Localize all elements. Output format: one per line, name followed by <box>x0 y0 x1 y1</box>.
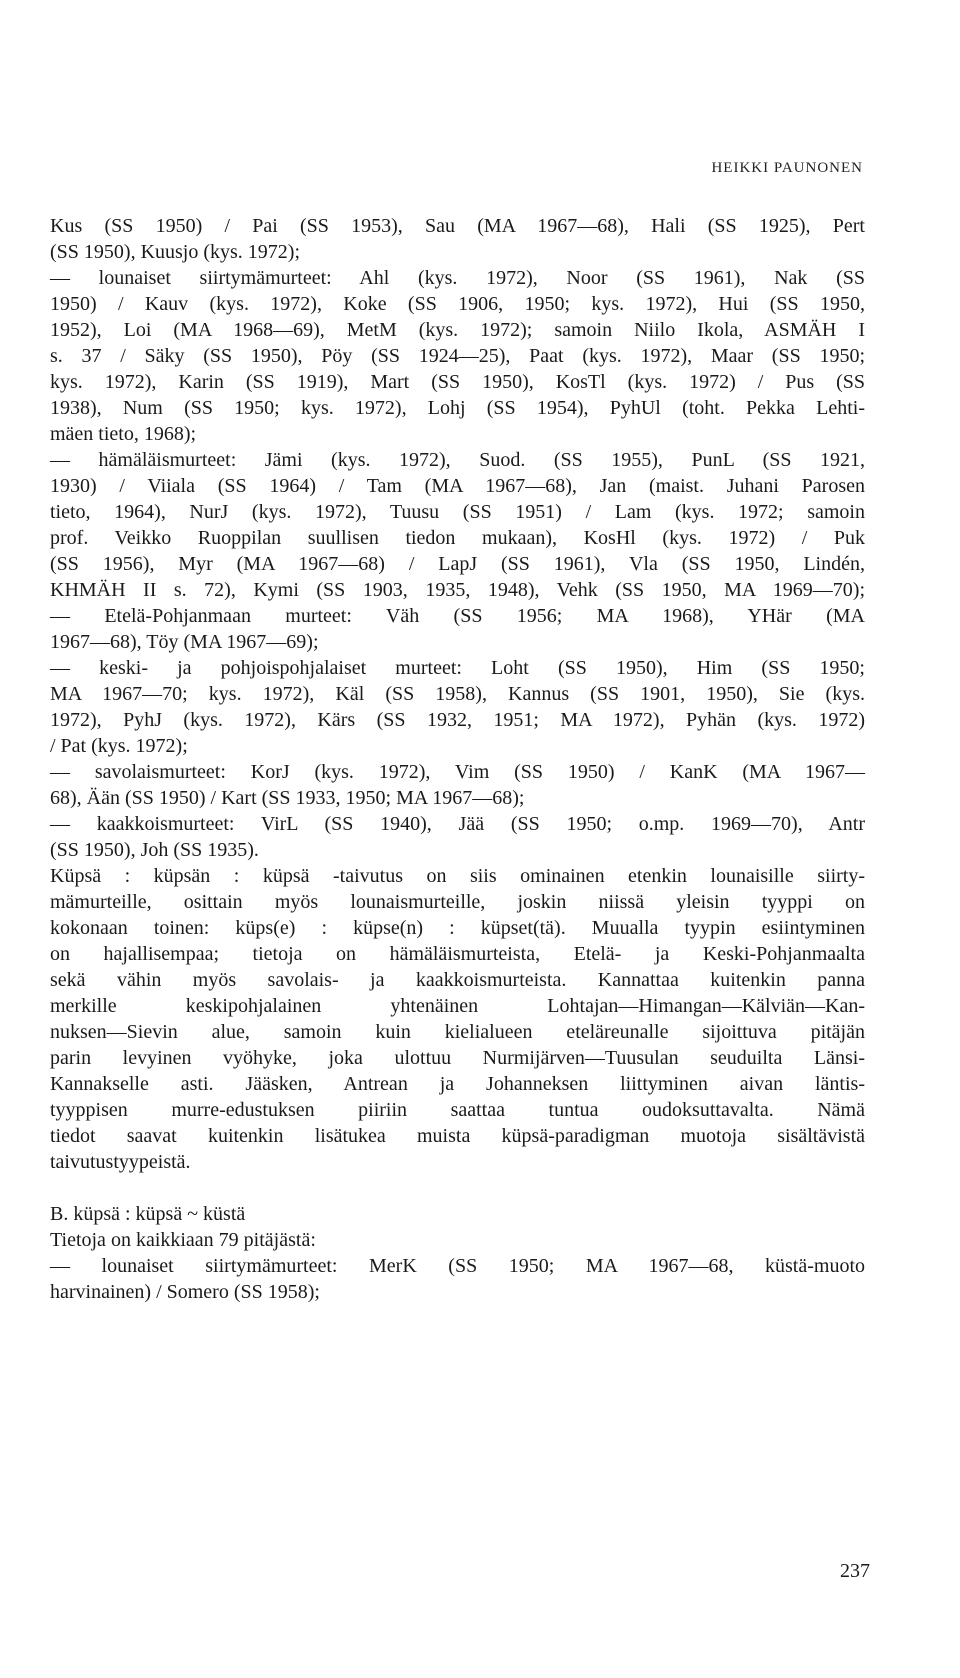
text-line: (SS 1950), Kuusjo (kys. 1972); <box>50 241 301 263</box>
text-line: 1930) / Viiala (SS 1964) / Tam (MA 1967—68), Jan (maist. Juhani Parosen <box>50 475 865 497</box>
text-line: 1972), PyhJ (kys. 1972), Kärs (SS 1932, 1951; MA 1972), Pyhän (kys. 1972) <box>50 709 865 731</box>
text-line: Küpsä : küpsän : küpsä -taivutus on siis ominainen etenkin lounaisille siirty- <box>50 865 865 887</box>
text-line: — lounaiset siirtymämurteet: MerK (SS 1950; MA 1967—68, küstä-muoto <box>50 1255 865 1277</box>
text-line: tieto, 1964), NurJ (kys. 1972), Tuusu (SS 1951) / Lam (kys. 1972; samoin <box>50 501 865 523</box>
text-line: on hajallisempaa; tietoja on hämäläismurteista, Etelä- ja Keski-Pohjanmaalta <box>50 943 865 965</box>
text-line: 1950) / Kauv (kys. 1972), Koke (SS 1906, 1950; kys. 1972), Hui (SS 1950, <box>50 293 865 315</box>
running-head: HEIKKI PAUNONEN <box>711 160 863 176</box>
text-line: s. 37 / Säky (SS 1950), Pöy (SS 1924—25), Paat (kys. 1972), Maar (SS 1950; <box>50 345 865 367</box>
text-line: tiedot saavat kuitenkin lisätukea muista küpsä-paradigman muotoja sisältävistä <box>50 1125 865 1147</box>
text-line: — hämäläismurteet: Jämi (kys. 1972), Suod. (SS 1955), PunL (SS 1921, <box>50 449 865 471</box>
text-line: mämurteille, osittain myös lounaismurteille, joskin niissä yleisin tyyppi on <box>50 891 865 913</box>
text-line: — kaakkoismurteet: VirL (SS 1940), Jää (SS 1950; o.mp. 1969—70), Antr <box>50 813 865 835</box>
text-line: tyyppisen murre-edustuksen piiriin saattaa tuntua oudoksuttavalta. Nämä <box>50 1099 865 1121</box>
text-line: — savolaismurteet: KorJ (kys. 1972), Vim (SS 1950) / KanK (MA 1967— <box>50 761 865 783</box>
text-line: harvinainen) / Somero (SS 1958); <box>50 1281 320 1303</box>
text-line: — lounaiset siirtymämurteet: Ahl (kys. 1972), Noor (SS 1961), Nak (SS <box>50 267 865 289</box>
text-line: kys. 1972), Karin (SS 1919), Mart (SS 1950), KosTl (kys. 1972) / Pus (SS <box>50 371 865 393</box>
text-line: 1938), Num (SS 1950; kys. 1972), Lohj (SS 1954), PyhUl (toht. Pekka Lehti- <box>50 397 865 419</box>
text-line: B. küpsä : küpsä ~ küstä <box>50 1203 246 1225</box>
text-line: 1967—68), Töy (MA 1967—69); <box>50 631 319 653</box>
text-line: mäen tieto, 1968); <box>50 423 197 445</box>
text-line: MA 1967—70; kys. 1972), Käl (SS 1958), Kannus (SS 1901, 1950), Sie (kys. <box>50 683 865 705</box>
text-line: kokonaan toinen: küps(e) : küpse(n) : küpset(tä). Muualla tyypin esiintyminen <box>50 917 865 939</box>
text-line: KHMÄH II s. 72), Kymi (SS 1903, 1935, 1948), Vehk (SS 1950, MA 1969—70); <box>50 579 865 601</box>
text-line: (SS 1950), Joh (SS 1935). <box>50 839 259 861</box>
text-line: taivutustyypeistä. <box>50 1151 191 1173</box>
text-line: Tietoja on kaikkiaan 79 pitäjästä: <box>50 1229 316 1251</box>
page-number: 237 <box>840 1560 870 1582</box>
text-line: Kus (SS 1950) / Pai (SS 1953), Sau (MA 1967—68), Hali (SS 1925), Pert <box>50 215 865 237</box>
text-line: — Etelä-Pohjanmaan murteet: Väh (SS 1956; MA 1968), YHär (MA <box>50 605 865 627</box>
text-line: merkille keskipohjalainen yhtenäinen Lohtajan—Himangan—Kälviän—Kan- <box>50 995 865 1017</box>
text-line: prof. Veikko Ruoppilan suullisen tiedon mukaan), KosHl (kys. 1972) / Puk <box>50 527 865 549</box>
body-text <box>50 213 865 1305</box>
text-line: parin levyinen vyöhyke, joka ulottuu Nurmijärven—Tuusulan seuduilta Länsi- <box>50 1047 865 1069</box>
text-line: nuksen—Sievin alue, samoin kuin kielialueen eteläreunalle sijoittuva pitäjän <box>50 1021 865 1043</box>
text-line: 1952), Loi (MA 1968—69), MetM (kys. 1972); samoin Niilo Ikola, ASMÄH I <box>50 319 865 341</box>
text-line: (SS 1956), Myr (MA 1967—68) / LapJ (SS 1961), Vla (SS 1950, Lindén, <box>50 553 865 575</box>
text-line: sekä vähin myös savolais- ja kaakkoismurteista. Kannattaa kuitenkin panna <box>50 969 865 991</box>
paragraph-gap <box>50 1175 865 1201</box>
text-line: — keski- ja pohjoispohjalaiset murteet: Loht (SS 1950), Him (SS 1950; <box>50 657 865 679</box>
text-line: Kannakselle asti. Jääsken, Antrean ja Johanneksen liittyminen aivan läntis- <box>50 1073 865 1095</box>
text-line: 68), Ään (SS 1950) / Kart (SS 1933, 1950; MA 1967—68); <box>50 787 525 809</box>
text-line: / Pat (kys. 1972); <box>50 735 188 757</box>
